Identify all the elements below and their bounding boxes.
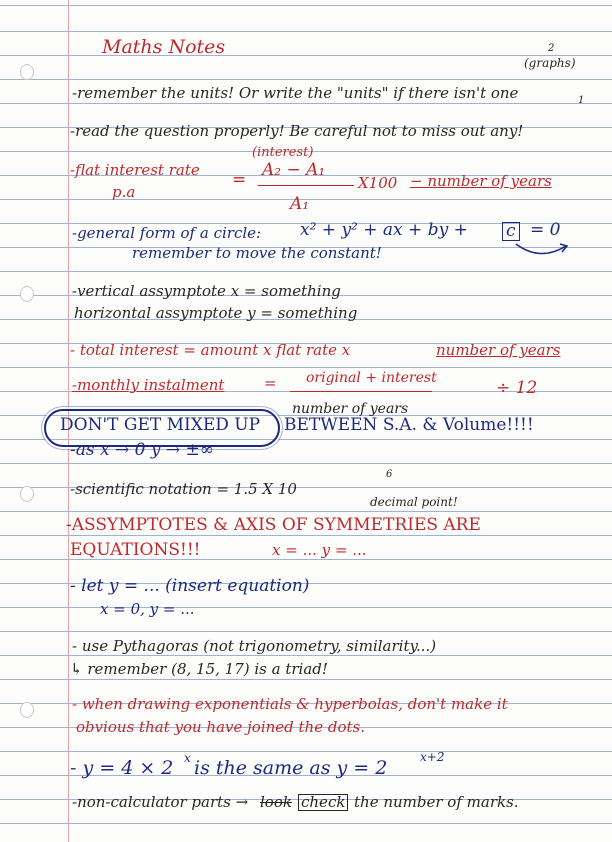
non-calculator-prefix: -non-calculator parts → — [72, 793, 249, 811]
total-interest-years: number of years — [436, 341, 561, 359]
circle-equation: x² + y² + ax + by + — [300, 220, 468, 240]
page-title: Maths Notes — [102, 36, 226, 58]
circle-equals-zero: = 0 — [530, 220, 561, 240]
flat-interest-annotation: (interest) — [252, 145, 314, 160]
monthly-label: -monthly instalment — [72, 376, 225, 394]
total-interest: - total interest = amount x flat rate x — [70, 341, 351, 359]
flat-interest-pa: p.a — [112, 183, 136, 201]
flat-interest-label: -flat interest rate — [70, 161, 200, 179]
pythagoras: - use Pythagoras (not trigonometry, similarity...) — [72, 637, 437, 655]
binder-hole — [20, 702, 34, 718]
binder-hole — [20, 486, 34, 502]
power-exponent-left: x — [184, 751, 191, 765]
scientific-note: decimal point! — [370, 495, 458, 509]
power-exponent-right: x+2 — [420, 750, 445, 764]
exponentials-note-2: obvious that you have joined the dots. — [76, 718, 365, 736]
binder-hole — [20, 64, 34, 80]
scientific-notation: -scientific notation = 1.5 X 10 — [70, 480, 297, 498]
flat-interest-denominator: A₁ — [290, 194, 310, 214]
monthly-numerator: original + interest — [306, 370, 437, 386]
pythagoras-triad: ↳ remember (8, 15, 17) is a triad! — [70, 660, 328, 678]
limit-note: -as x → 0 y → ±∞ — [70, 440, 214, 460]
vertical-asymptote: -vertical assymptote x = something — [72, 282, 341, 300]
cloud-text: DON'T GET MIXED UP — [60, 415, 261, 435]
non-calculator-struck: look — [260, 793, 292, 811]
power-equation-right: is the same as y = 2 — [194, 757, 388, 779]
note-units-mark: 1 — [578, 95, 585, 106]
asymptote-caps-equations: x = ... y = ... — [272, 541, 367, 559]
monthly-denominator: number of years — [292, 401, 409, 417]
exponentials-note: - when drawing exponentials & hyperbolas, don't make it — [72, 695, 508, 713]
scientific-exponent: 6 — [386, 469, 393, 480]
asymptote-caps-line2: EQUATIONS!!! — [70, 540, 201, 560]
let-x-zero: x = 0, y = ... — [100, 600, 195, 618]
circle-note: remember to move the constant! — [132, 244, 382, 262]
monthly-divide: ÷ 12 — [496, 378, 538, 398]
let-y: - let y = ... (insert equation) — [70, 576, 310, 596]
corner-note-graphs: (graphs) — [524, 56, 576, 70]
corner-note-number: 2 — [548, 43, 555, 54]
note-units: -remember the units! Or write the "units" if there isn't one — [72, 84, 519, 102]
circle-label: -general form of a circle: — [72, 224, 262, 242]
monthly-equals: = — [264, 374, 277, 392]
between-text: BETWEEN S.A. & Volume!!!! — [284, 415, 534, 435]
flat-interest-times: X100 — [358, 174, 398, 192]
fraction-bar — [258, 185, 354, 186]
note-read-question: -read the question properly! Be careful not to miss out any! — [70, 122, 524, 140]
move-arrow-icon — [512, 240, 572, 262]
flat-interest-years-note: − number of years — [410, 172, 552, 190]
fraction-bar — [290, 391, 432, 392]
non-calculator-check: check — [298, 794, 348, 811]
binder-hole — [20, 286, 34, 302]
non-calculator-suffix: the number of marks. — [354, 793, 519, 811]
power-equation-left: - y = 4 × 2 — [70, 757, 174, 779]
asymptote-caps-line1: -ASSYMPTOTES & AXIS OF SYMMETRIES ARE — [66, 515, 481, 535]
flat-interest-numerator: A₂ − A₁ — [262, 160, 326, 180]
horizontal-asymptote: horizontal assymptote y = something — [74, 304, 358, 322]
circle-constant-box: c — [502, 222, 520, 241]
flat-interest-equals: = — [232, 170, 247, 190]
